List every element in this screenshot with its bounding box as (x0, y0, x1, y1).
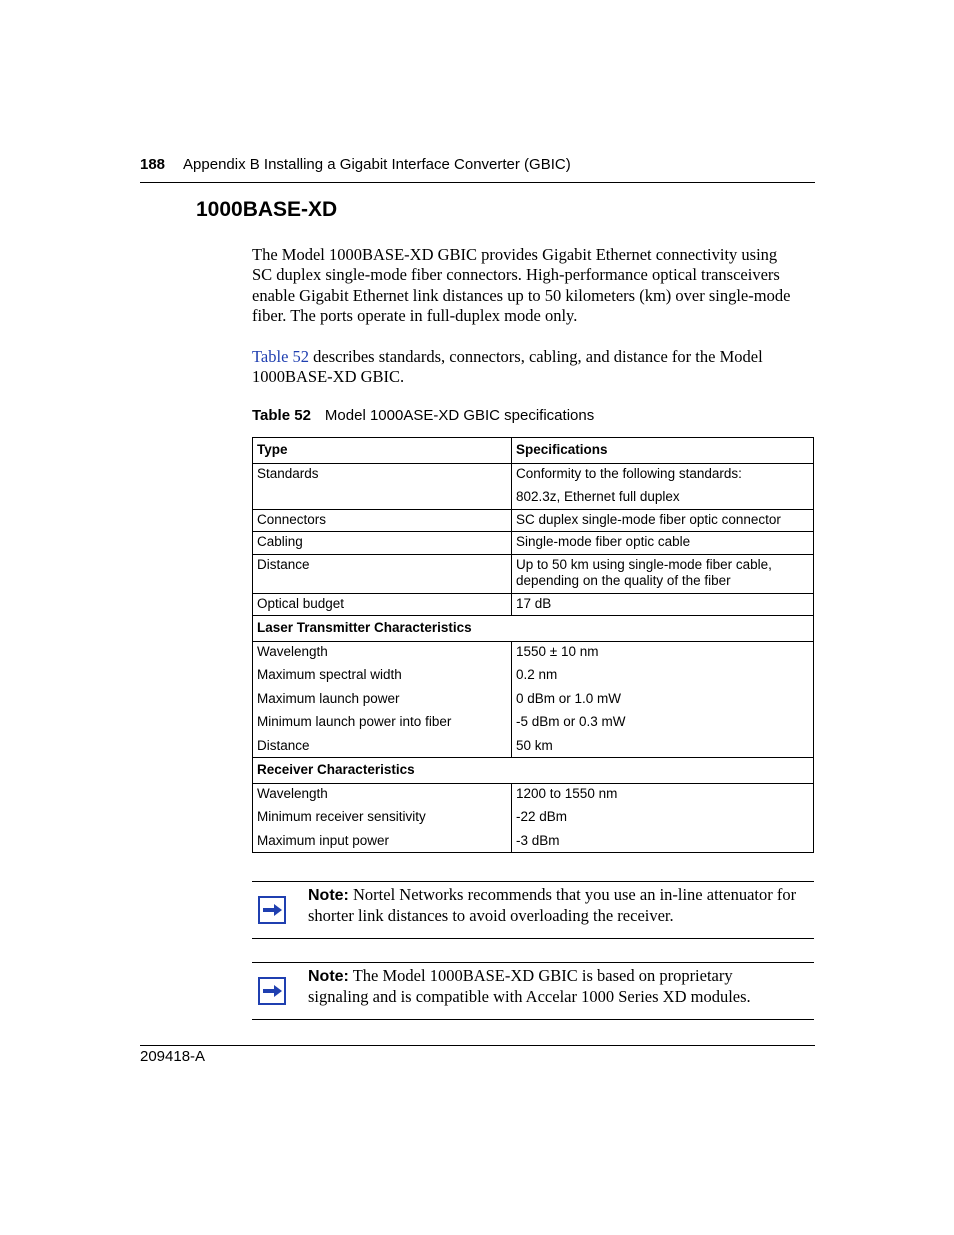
intro-line: SC duplex single-mode fiber connectors. High-performance optical transceivers (252, 265, 780, 285)
intro-line: fiber. The ports operate in full-duplex mode only. (252, 306, 578, 326)
note-attenuator (252, 881, 814, 939)
section-heading-row (253, 758, 814, 784)
header-cell-specifications: Specifications (512, 438, 814, 464)
chapter-title: Appendix B Installing a Gigabit Interface Converter (GBIC) (183, 156, 571, 173)
type-line: Wavelength (257, 643, 328, 659)
document-number: 209418-A (140, 1048, 206, 1065)
page-header (140, 156, 815, 183)
section-title: 1000BASE-XD (196, 198, 338, 221)
spec-cell: 17 dB (512, 593, 814, 616)
type-cell: Standards (253, 463, 512, 509)
type-line: Maximum spectral width (257, 667, 402, 682)
laser-section-title: Laser Transmitter Characteristics (253, 616, 814, 642)
type-cell: Distance (253, 554, 512, 593)
spec-cell (512, 463, 814, 509)
spec-cell (512, 554, 814, 593)
type-cell (253, 641, 512, 758)
note-line: signaling and is compatible with Accelar 1000 Series XD modules. (308, 987, 751, 1007)
spec-line: -3 dBm (516, 832, 560, 848)
spec-line: -22 dBm (516, 809, 568, 824)
spec-line: 0 dBm or 1.0 mW (516, 690, 622, 706)
spec-line: 1200 to 1550 nm (516, 785, 618, 801)
arrow-right-icon (258, 896, 286, 924)
table-row (253, 783, 814, 853)
spec-line: Conformity to the following standards: (516, 465, 742, 481)
note-line: shorter link distances to avoid overloading the receiver. (308, 906, 674, 926)
intro-paragraph (252, 245, 817, 327)
spec-cell (512, 641, 814, 758)
page-footer (140, 1045, 815, 1065)
receiver-section-title: Receiver Characteristics (253, 758, 814, 784)
type-cell: Cabling (253, 532, 512, 555)
reference-text-line2: 1000BASE-XD GBIC. (252, 367, 405, 387)
spec-line: Up to 50 km using single-mode fiber cable, (516, 556, 772, 572)
type-cell (253, 783, 512, 853)
spec-cell: SC duplex single-mode fiber optic connector (512, 509, 814, 532)
table-row (253, 509, 814, 532)
table-52-link[interactable]: Table 52 (252, 347, 310, 366)
spec-line: depending on the quality of the fiber (516, 573, 731, 588)
spec-cell (512, 783, 814, 853)
type-line: Minimum receiver sensitivity (257, 809, 426, 824)
note-line: The Model 1000BASE-XD GBIC is based on proprietary (348, 966, 733, 985)
type-line: Maximum launch power (257, 690, 400, 706)
spec-line: 1550 ± 10 nm (516, 643, 599, 659)
type-line: Wavelength (257, 785, 328, 801)
table-row (253, 463, 814, 509)
table-caption-title: Model 1000ASE-XD GBIC specifications (324, 407, 595, 424)
table-header-row (253, 438, 814, 464)
table-caption-label: Table 52 (252, 407, 311, 424)
table-row (253, 593, 814, 616)
spec-line: 50 km (516, 737, 553, 753)
page-number: 188 (140, 156, 166, 173)
intro-line: The Model 1000BASE-XD GBIC provides Gigabit Ethernet connectivity using (252, 245, 778, 264)
section-heading-row (253, 616, 814, 642)
note-line: Nortel Networks recommends that you use an in-line attenuator for (348, 885, 797, 904)
note-label: Note: (308, 887, 349, 904)
arrow-right-icon (258, 977, 286, 1005)
spec-line: 802.3z, Ethernet full duplex (516, 489, 680, 504)
note-label: Note: (308, 968, 349, 985)
type-line: Minimum launch power into fiber (257, 714, 452, 729)
spec-table (252, 437, 814, 853)
intro-line: enable Gigabit Ethernet link distances up to 50 kilometers (km) over single-mode (252, 285, 791, 305)
note-text (308, 885, 814, 927)
type-line: Distance (257, 737, 310, 753)
table-reference-paragraph (252, 347, 817, 388)
type-cell: Optical budget (253, 593, 512, 616)
reference-text: describes standards, connectors, cabling, and distance for the Model (309, 347, 763, 366)
table-row (253, 554, 814, 593)
note-text (308, 966, 814, 1008)
type-line: Maximum input power (257, 832, 390, 848)
spec-cell: Single-mode fiber optic cable (512, 532, 814, 555)
header-cell-type: Type (253, 438, 512, 464)
spec-line: -5 dBm or 0.3 mW (516, 714, 626, 729)
note-proprietary (252, 962, 814, 1020)
table-caption (252, 407, 594, 424)
table-row (253, 641, 814, 758)
table-row (253, 532, 814, 555)
type-cell: Connectors (253, 509, 512, 532)
spec-line: 0.2 nm (516, 667, 558, 682)
